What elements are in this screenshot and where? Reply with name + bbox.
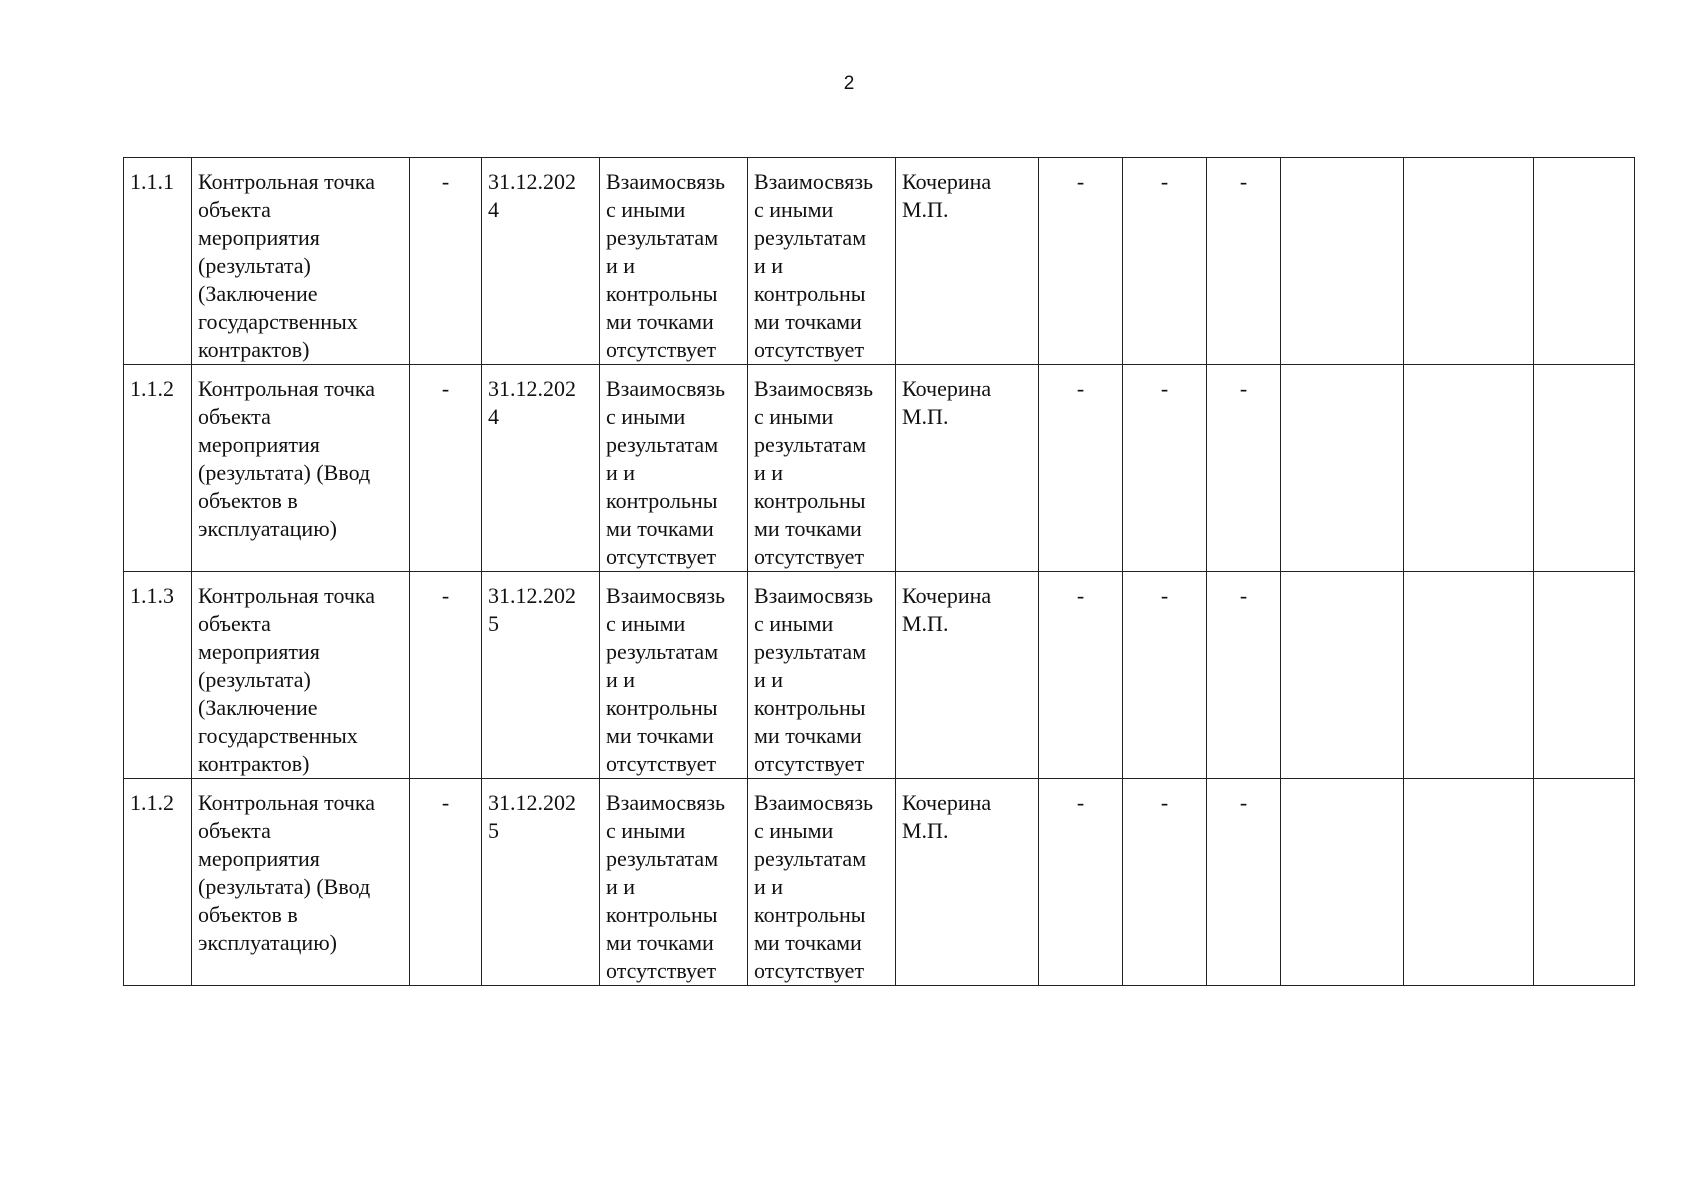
cell-control-point-name-line: контрактов) [198, 337, 310, 362]
cell-control-point-name-line: государственных [198, 309, 358, 334]
cell-relation-previous-line: Взаимосвязь [606, 376, 726, 401]
cell-relation-previous-line: отсутствует [606, 751, 717, 776]
cell-control-point-name-line: Контрольная точка [198, 583, 376, 608]
cell-relation-previous-line: отсутствует [606, 337, 717, 362]
cell-number: 1.1.1 [124, 158, 192, 365]
cell-responsible [896, 158, 1039, 365]
cell-relation-previous-line: контрольны [606, 488, 718, 513]
cell-relation-previous-line: контрольны [606, 902, 718, 927]
cell-relation-previous-line: результатам [606, 639, 719, 664]
cell-relation-next-line: ми точками [754, 309, 862, 334]
cell-responsible-line: Кочерина [902, 790, 992, 815]
cell-responsible [896, 572, 1039, 779]
cell-relation-previous-line: ми точками [606, 723, 714, 748]
cell-responsible-line: Кочерина [902, 583, 992, 608]
cell-relation-next-line: и и [754, 460, 784, 485]
cell-relation-previous-line: с иными [606, 404, 686, 429]
cell-responsible-line: Кочерина [902, 169, 992, 194]
cell-relation-next-line: результатам [754, 639, 867, 664]
cell-responsible-line: М.П. [902, 197, 949, 222]
cell-col11 [1281, 779, 1404, 986]
cell-relation-next [748, 572, 896, 779]
cell-col9: - [1123, 365, 1207, 572]
cell-relation-previous-line: результатам [606, 432, 719, 457]
cell-col3: - [410, 779, 482, 986]
cell-control-point-name-line: мероприятия [198, 639, 320, 664]
cell-col12 [1404, 572, 1534, 779]
cell-control-point-name-line: (результата) (Ввод [198, 874, 371, 899]
cell-control-point-name-line: объекта [198, 818, 271, 843]
cell-date [482, 779, 600, 986]
cell-control-point-name-line: объекта [198, 197, 271, 222]
cell-control-point-name-line: эксплуатацию) [198, 930, 337, 955]
cell-relation-next-line: контрольны [754, 281, 866, 306]
cell-col3: - [410, 572, 482, 779]
cell-col13 [1534, 365, 1635, 572]
cell-relation-next-line: с иными [754, 818, 834, 843]
cell-relation-next-line: Взаимосвязь [754, 790, 874, 815]
cell-col12 [1404, 779, 1534, 986]
cell-relation-next-line: контрольны [754, 902, 866, 927]
cell-date-line: 5 [488, 818, 499, 843]
cell-relation-next [748, 158, 896, 365]
cell-responsible-line: М.П. [902, 404, 949, 429]
cell-relation-previous-line: Взаимосвязь [606, 169, 726, 194]
cell-col3: - [410, 158, 482, 365]
cell-control-point-name-line: мероприятия [198, 225, 320, 250]
table-row [124, 158, 1635, 365]
cell-col10: - [1207, 365, 1281, 572]
cell-control-point-name-line: эксплуатацию) [198, 516, 337, 541]
cell-relation-previous [600, 158, 748, 365]
cell-relation-previous-line: и и [606, 253, 636, 278]
cell-relation-next-line: отсутствует [754, 337, 865, 362]
cell-relation-previous-line: и и [606, 874, 636, 899]
cell-relation-next-line: результатам [754, 846, 867, 871]
cell-control-point-name-line: объекта [198, 611, 271, 636]
table-row [124, 365, 1635, 572]
cell-relation-next-line: результатам [754, 432, 867, 457]
cell-responsible [896, 779, 1039, 986]
cell-relation-previous-line: ми точками [606, 930, 714, 955]
cell-number: 1.1.2 [124, 365, 192, 572]
cell-col12 [1404, 365, 1534, 572]
cell-relation-next-line: результатам [754, 225, 867, 250]
cell-col8: - [1039, 779, 1123, 986]
cell-relation-next-line: с иными [754, 197, 834, 222]
cell-relation-previous [600, 365, 748, 572]
cell-control-point-name [192, 365, 410, 572]
cell-relation-previous-line: с иными [606, 197, 686, 222]
cell-relation-next-line: с иными [754, 404, 834, 429]
cell-relation-next-line: контрольны [754, 695, 866, 720]
table-row [124, 572, 1635, 779]
cell-relation-next-line: ми точками [754, 723, 862, 748]
cell-control-point-name-line: Контрольная точка [198, 790, 376, 815]
cell-col9: - [1123, 572, 1207, 779]
cell-col10: - [1207, 779, 1281, 986]
cell-responsible [896, 365, 1039, 572]
table-row [124, 779, 1635, 986]
cell-date [482, 158, 600, 365]
cell-control-point-name-line: (результата) [198, 253, 311, 278]
cell-relation-next-line: ми точками [754, 930, 862, 955]
cell-col9: - [1123, 158, 1207, 365]
cell-control-point-name-line: объекта [198, 404, 271, 429]
cell-relation-previous [600, 572, 748, 779]
cell-number: 1.1.3 [124, 572, 192, 779]
page-number: 2 [843, 73, 855, 94]
cell-control-point-name [192, 158, 410, 365]
cell-control-point-name-line: мероприятия [198, 846, 320, 871]
cell-date-line: 31.12.202 [488, 583, 576, 608]
cell-date [482, 365, 600, 572]
cell-control-point-name-line: государственных [198, 723, 358, 748]
cell-relation-previous-line: Взаимосвязь [606, 790, 726, 815]
cell-relation-previous-line: с иными [606, 611, 686, 636]
cell-relation-next-line: и и [754, 667, 784, 692]
cell-relation-previous-line: результатам [606, 225, 719, 250]
cell-col13 [1534, 572, 1635, 779]
cell-relation-previous-line: ми точками [606, 516, 714, 541]
cell-date-line: 4 [488, 197, 499, 222]
cell-col11 [1281, 158, 1404, 365]
cell-col8: - [1039, 158, 1123, 365]
cell-relation-next-line: отсутствует [754, 751, 865, 776]
cell-col13 [1534, 779, 1635, 986]
cell-relation-next-line: с иными [754, 611, 834, 636]
cell-control-point-name-line: (результата) (Ввод [198, 460, 371, 485]
cell-control-point-name-line: Контрольная точка [198, 376, 376, 401]
cell-control-point-name-line: (Заключение [198, 281, 318, 306]
cell-number: 1.1.2 [124, 779, 192, 986]
cell-relation-next [748, 779, 896, 986]
cell-date-line: 31.12.202 [488, 169, 576, 194]
cell-relation-next-line: и и [754, 874, 784, 899]
cell-col13 [1534, 158, 1635, 365]
cell-relation-next-line: отсутствует [754, 544, 865, 569]
cell-control-point-name-line: контрактов) [198, 751, 310, 776]
cell-relation-previous [600, 779, 748, 986]
cell-date [482, 572, 600, 779]
table-body [124, 158, 1635, 986]
cell-relation-previous-line: контрольны [606, 281, 718, 306]
cell-col11 [1281, 572, 1404, 779]
cell-responsible-line: Кочерина [902, 376, 992, 401]
cell-control-point-name [192, 779, 410, 986]
cell-col12 [1404, 158, 1534, 365]
cell-relation-previous-line: Взаимосвязь [606, 583, 726, 608]
cell-control-point-name-line: (результата) [198, 667, 311, 692]
cell-control-point-name-line: объектов в [198, 488, 298, 513]
cell-relation-next [748, 365, 896, 572]
cell-relation-next-line: контрольны [754, 488, 866, 513]
cell-relation-previous-line: ми точками [606, 309, 714, 334]
cell-relation-next-line: Взаимосвязь [754, 583, 874, 608]
cell-relation-previous-line: контрольны [606, 695, 718, 720]
cell-col11 [1281, 365, 1404, 572]
cell-col10: - [1207, 158, 1281, 365]
cell-col8: - [1039, 365, 1123, 572]
cell-relation-previous-line: отсутствует [606, 544, 717, 569]
cell-relation-previous-line: и и [606, 460, 636, 485]
cell-col3: - [410, 365, 482, 572]
cell-col8: - [1039, 572, 1123, 779]
cell-control-point-name-line: объектов в [198, 902, 298, 927]
cell-relation-next-line: Взаимосвязь [754, 169, 874, 194]
cell-col10: - [1207, 572, 1281, 779]
cell-relation-previous-line: результатам [606, 846, 719, 871]
control-points-table [123, 157, 1635, 986]
cell-relation-previous-line: с иными [606, 818, 686, 843]
cell-col9: - [1123, 779, 1207, 986]
cell-responsible-line: М.П. [902, 818, 949, 843]
cell-relation-previous-line: и и [606, 667, 636, 692]
cell-relation-next-line: отсутствует [754, 958, 865, 983]
cell-relation-next-line: и и [754, 253, 784, 278]
cell-control-point-name-line: мероприятия [198, 432, 320, 457]
cell-date-line: 31.12.202 [488, 376, 576, 401]
cell-control-point-name-line: Контрольная точка [198, 169, 376, 194]
cell-control-point-name [192, 572, 410, 779]
cell-date-line: 31.12.202 [488, 790, 576, 815]
cell-control-point-name-line: (Заключение [198, 695, 318, 720]
cell-relation-previous-line: отсутствует [606, 958, 717, 983]
cell-relation-next-line: Взаимосвязь [754, 376, 874, 401]
cell-relation-next-line: ми точками [754, 516, 862, 541]
cell-date-line: 4 [488, 404, 499, 429]
cell-date-line: 5 [488, 611, 499, 636]
cell-responsible-line: М.П. [902, 611, 949, 636]
